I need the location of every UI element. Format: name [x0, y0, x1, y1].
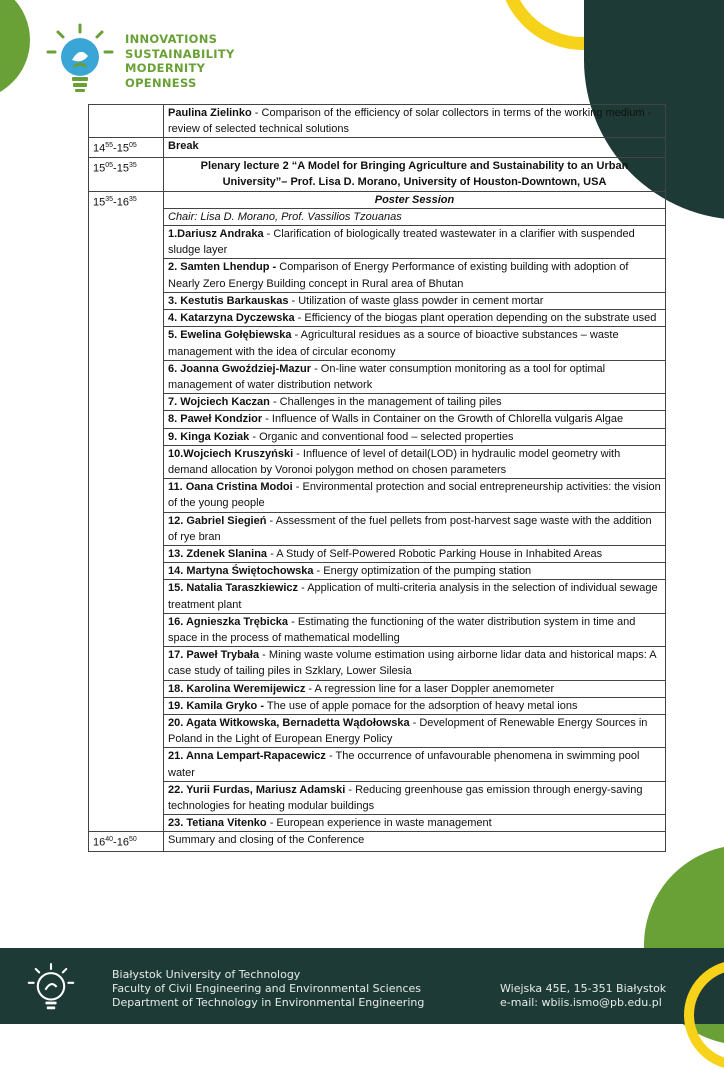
presenter-name: 16. Agnieszka Trębicka: [168, 615, 289, 628]
table-row: [89, 208, 666, 225]
presentation-title: - A Study of Self-Powered Robotic Parking House in Inhabited Areas: [267, 547, 603, 560]
time-start: 15: [93, 162, 106, 175]
poster-item: [164, 411, 666, 428]
table-row: [89, 680, 666, 697]
brand-line: OPENNESS: [125, 75, 197, 90]
presentation-title: - Assessment of the fuel pellets from post-harvest sage waste with the addition of rye bran: [168, 514, 652, 543]
presentation-title: - Development of Renewable Energy Sources in Poland in the Light of European Energy Policy: [168, 716, 648, 746]
presenter-name: 3. Kestutis Barkauskas: [168, 294, 289, 307]
time-start: 15: [93, 196, 106, 209]
presenter-name: 8. Paweł Kondzior: [168, 413, 263, 426]
presenter-name: 10.Wojciech Kruszyński: [168, 447, 294, 460]
footer-line: Faculty of Civil Engineering and Environmental Sciences: [112, 982, 421, 995]
footer-contact: [500, 982, 666, 1010]
table-row: [89, 512, 666, 545]
poster-item: [164, 613, 666, 646]
presenter-name: 23. Tetiana Vitenko: [168, 817, 267, 830]
poster-item: [164, 445, 666, 478]
presentation-title: - Environmental protection and social entrepreneurship activities: the vision of the young people: [168, 481, 661, 510]
break-cell: [164, 138, 666, 158]
presenter-name: 1.Dariusz Andraka: [168, 228, 264, 241]
page-footer: [0, 948, 724, 1024]
presentation-title: - The occurrence of unfavourable phenomena in swimming pool water: [168, 750, 640, 779]
table-row: [89, 226, 666, 259]
table-row: [89, 360, 666, 393]
presenter-name: 14. Martyna Świętochowska: [168, 565, 314, 578]
poster-item: [164, 226, 666, 259]
poster-item: [164, 512, 666, 545]
presentation-title: Comparison of Energy Performance of existing building with adoption of Nearly Zero Energy Building concept in Rural area of Bhutan: [168, 261, 629, 290]
time-start: 14: [93, 143, 106, 156]
table-row: [89, 394, 666, 411]
poster-item: [164, 545, 666, 562]
poster-item: [164, 360, 666, 393]
presentation-title: - European experience in waste management: [266, 817, 492, 830]
presentation-title: - Mining waste volume estimation using airborne lidar data and historical maps: A case study of tailing piles in Szklary, Lower Silesia: [168, 649, 656, 678]
brand-slogan: [125, 32, 235, 90]
closing-cell: Summary and closing of the Conference: [164, 832, 666, 852]
time-end: -15: [113, 162, 129, 175]
presenter-name: 17. Paweł Trybała: [168, 649, 260, 662]
poster-item: [164, 428, 666, 445]
table-row: [89, 259, 666, 292]
presenter-name: 6. Joanna Gwoździej-Mazur: [168, 362, 312, 375]
table-row: [89, 545, 666, 562]
schedule-table: [88, 104, 666, 852]
time-cell: [89, 832, 164, 852]
table-row: [89, 613, 666, 646]
time-end-minutes: 50: [128, 836, 137, 844]
time-start: 16: [93, 837, 106, 850]
presentation-title: - Application of multi-criteria analysis in the selection of individual sewage treatment plant: [168, 582, 658, 611]
poster-item: [164, 815, 666, 832]
presentation-cell: [164, 105, 666, 138]
table-row: [89, 292, 666, 309]
table-row: [89, 714, 666, 747]
poster-item: [164, 292, 666, 309]
time-end: -16: [113, 837, 129, 850]
table-row: [89, 479, 666, 512]
presentation-title: - Agricultural residues as a source of bioactive substances – waste management with the idea of circular economy: [168, 329, 619, 358]
presentation-title: - A regression line for a laser Doppler anemometer: [305, 682, 555, 695]
presentation-title: - Clarification of biologically treated wastewater in a clarifier with suspended sludge layer: [168, 228, 635, 257]
plenary-lecture-cell: Plenary lecture 2 “A Model for Bringing Agriculture and Sustainability to an Urban University”– Prof. Lisa D. Morano, University of Houston-Downtown, USA: [164, 158, 666, 191]
poster-session-title: Poster Session: [164, 191, 666, 208]
table-row: [89, 832, 666, 852]
time-start-minutes: 40: [105, 836, 114, 844]
poster-item: [164, 714, 666, 747]
session-chair: Chair: Lisa D. Morano, Prof. Vassilios Tzouanas: [164, 208, 666, 225]
presenter-name: 9. Kinga Koziak: [168, 430, 250, 443]
presenter-name: 12. Gabriel Siegień: [168, 514, 267, 527]
table-row: [89, 191, 666, 208]
poster-item: [164, 310, 666, 327]
presenter-name: 22. Yurii Furdas, Mariusz Adamski: [168, 783, 346, 796]
presentation-title: - Challenges in the management of tailing piles: [269, 396, 502, 409]
poster-item: [164, 748, 666, 781]
lightbulb-footer-icon: [26, 962, 76, 1012]
table-row: [89, 815, 666, 832]
table-row: [89, 580, 666, 613]
presenter-name: 7. Wojciech Kaczan: [168, 396, 270, 409]
poster-item: [164, 327, 666, 360]
poster-item: [164, 781, 666, 814]
presenter-name: 2. Samten Lhendup -: [168, 261, 277, 274]
presenter-name: 20. Agata Witkowska, Bernadetta Wądołowska: [168, 716, 410, 729]
time-end: -15: [113, 143, 129, 156]
presentation-title: - Efficiency of the biogas plant operation depending on the substrate used: [294, 312, 657, 325]
time-end-minutes: 35: [128, 195, 137, 203]
presenter-name: 5. Ewelina Gołębiewska: [168, 329, 292, 342]
brand-line: INNOVATIONS: [125, 32, 218, 46]
presentation-title: - Reducing greenhouse gas emission through energy-saving technologies for heating modular buildings: [168, 783, 643, 812]
footer-institution: [112, 968, 424, 1010]
footer-line: Department of Technology in Environmental Engineering: [112, 996, 425, 1009]
poster-item: [164, 563, 666, 580]
table-row: [89, 781, 666, 814]
presentation-title: The use of apple pomace for the adsorption of heavy metal ions: [264, 699, 578, 712]
presenter-name: 13. Zdenek Slanina: [168, 547, 268, 560]
table-row: [89, 647, 666, 680]
presenter-name: 19. Kamila Gryko -: [168, 699, 264, 712]
table-row: [89, 310, 666, 327]
time-cell: [89, 158, 164, 191]
table-row: [89, 563, 666, 580]
time-start-minutes: 55: [105, 142, 114, 150]
table-row: [89, 428, 666, 445]
presentation-title: - Estimating the functioning of the water distribution system in time and space in the process of mathematical modelling: [168, 615, 636, 644]
brand-line: MODERNITY: [125, 61, 206, 75]
time-start-minutes: 35: [105, 195, 114, 203]
brand-line: SUSTAINABILITY: [125, 46, 235, 61]
presenter-name: Paulina Zielinko: [168, 107, 252, 119]
poster-item: [164, 580, 666, 613]
poster-item: [164, 394, 666, 411]
presenter-name: 4. Katarzyna Dyczewska: [168, 312, 295, 325]
table-row: [89, 327, 666, 360]
footer-email: e-mail: wbiis.ismo@pb.edu.pl: [500, 996, 662, 1009]
footer-address: Wiejska 45E, 15-351 Białystok: [500, 982, 667, 995]
table-row: [89, 411, 666, 428]
table-row: [89, 158, 666, 191]
poster-item: [164, 697, 666, 714]
time-end-minutes: 35: [128, 162, 137, 170]
time-end-minutes: 05: [128, 142, 137, 150]
presentation-title: - Utilization of waste glass powder in cement mortar: [288, 294, 544, 307]
presenter-name: 15. Natalia Taraszkiewicz: [168, 582, 299, 595]
table-row: [89, 105, 666, 138]
decorative-green-shape-left: [0, 0, 30, 100]
presenter-name: 18. Karolina Weremijewicz: [168, 682, 306, 695]
time-cell: [89, 191, 164, 832]
presentation-title: - On-line water consumption monitoring as a tool for optimal management of water distribution network: [168, 362, 606, 391]
time-start-minutes: 05: [105, 162, 114, 170]
poster-item: [164, 479, 666, 512]
time-cell: [89, 138, 164, 158]
presentation-title: - Influence of level of detail(LOD) in hydraulic model geometry with demand allocation by Voronoi polygon method on chosen parameters: [168, 447, 621, 476]
table-row: [89, 445, 666, 478]
poster-item: [164, 259, 666, 292]
table-row: [89, 697, 666, 714]
break-label: Break: [168, 140, 199, 153]
presentation-title: - Energy optimization of the pumping station: [313, 565, 532, 578]
time-end: -16: [113, 196, 129, 209]
presentation-title: - Organic and conventional food – selected properties: [249, 430, 514, 443]
time-cell: [89, 105, 164, 138]
table-row: [89, 138, 666, 158]
footer-line: Białystok University of Technology: [112, 968, 301, 981]
presentation-title: - Influence of Walls in Container on the Growth of Chlorella vulgaris Algae: [262, 413, 624, 426]
poster-item: [164, 680, 666, 697]
table-row: [89, 748, 666, 781]
poster-item: [164, 647, 666, 680]
presenter-name: 11. Oana Cristina Modoi: [168, 481, 293, 494]
presentation-title: - Comparison of the efficiency of solar collectors in terms of the working medium - review of selected technical solutions: [168, 107, 652, 136]
lightbulb-logo-icon: [44, 22, 116, 94]
presenter-name: 21. Anna Lempart-Rapacewicz: [168, 750, 326, 763]
